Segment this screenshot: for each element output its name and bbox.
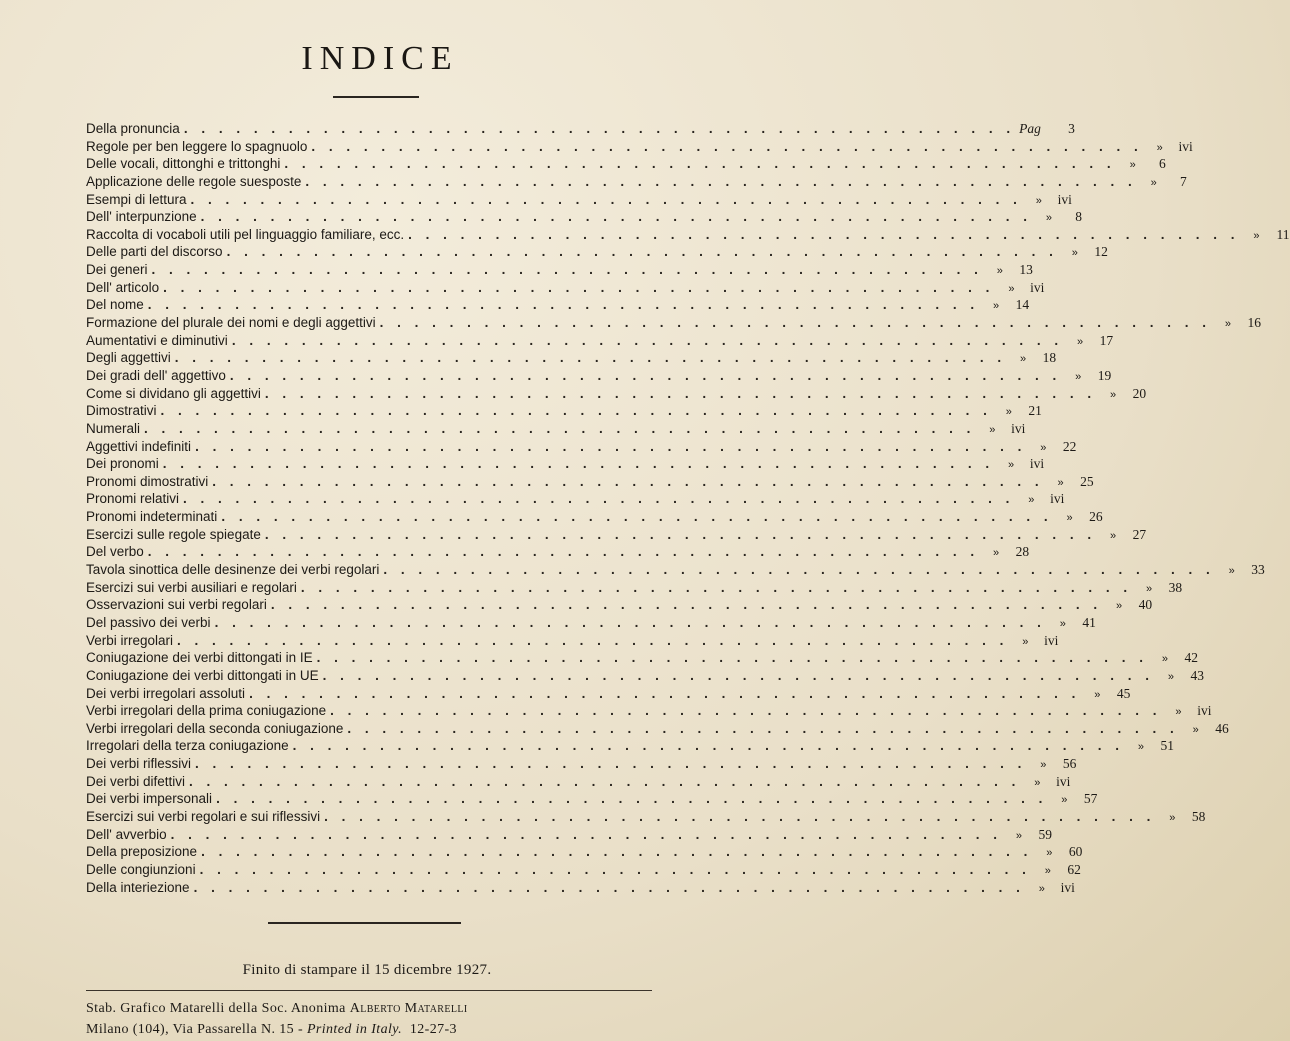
ditto-marker: » xyxy=(1094,688,1101,701)
dot-leader: . . . . . . . . . . . . . . . . . . . . . . . . . . . . . . . . . . . . . . . . . . . . . . . . xyxy=(183,121,1016,136)
toc-entry-page: ivi xyxy=(1178,138,1193,154)
toc-entry xyxy=(86,737,1174,755)
toc-entry-label: Dimostrativi xyxy=(86,403,157,419)
ditto-marker: » xyxy=(1167,670,1174,683)
toc-entry-page: ivi xyxy=(1030,279,1045,295)
toc-entry-label: Verbi irregolari della seconda coniugazione xyxy=(86,720,344,736)
ditto-marker: » xyxy=(1040,441,1047,454)
ditto-marker: » xyxy=(1156,141,1163,154)
toc-entry-label: Dei verbi irregolari assoluti xyxy=(86,685,246,701)
toc-entry-label: Coniugazione dei verbi dittongati in IE xyxy=(86,650,313,666)
toc-entry-page: 27 xyxy=(1132,526,1147,542)
toc-entry xyxy=(86,861,1081,879)
toc-entry-label: Del passivo dei verbi xyxy=(86,614,211,630)
toc-entry-label: Come si dividano gli aggettivi xyxy=(86,385,261,401)
toc-entry-label: Osservazioni sui verbi regolari xyxy=(86,597,267,613)
dot-leader: . . . . . . . . . . . . . . . . . . . . . . . . . . . . . . . . . . . . . . . . . . . . . . . . xyxy=(193,879,1025,895)
dot-leader: . . . . . . . . . . . . . . . . . . . . . . . . . . . . . . . . . . . . . . . . . . . . . . . . xyxy=(322,667,1154,683)
toc-entry-label: Aumentativi e diminutivi xyxy=(86,332,228,348)
ditto-marker: » xyxy=(1169,811,1176,824)
printer-imprint xyxy=(86,998,656,1040)
page-prefix: Pag xyxy=(1019,121,1041,136)
dot-leader: . . . . . . . . . . . . . . . . . . . . . . . . . . . . . . . . . . . . . . . . . . . . . . . . xyxy=(147,544,980,560)
ditto-marker: » xyxy=(989,423,996,436)
toc-entry xyxy=(86,173,1187,191)
footer-rule xyxy=(86,990,652,991)
dot-leader: . . . . . . . . . . . . . . . . . . . . . . . . . . . . . . . . . . . . . . . . . . . . . . . . xyxy=(264,385,1097,401)
toc-entry xyxy=(86,367,1112,385)
dot-leader: . . . . . . . . . . . . . . . . . . . . . . . . . . . . . . . . . . . . . . . . . . . . . . . . xyxy=(311,138,1143,154)
toc-entry xyxy=(86,667,1204,685)
dot-leader: . . . . . . . . . . . . . . . . . . . . . . . . . . . . . . . . . . . . . . . . . . . . . . . . xyxy=(316,650,1148,666)
toc-entry-label: Pronomi relativi xyxy=(86,491,180,507)
ditto-marker: » xyxy=(1161,653,1168,666)
toc-entry-label: Esercizi sulle regole spiegate xyxy=(86,526,261,542)
toc-entry xyxy=(86,420,1026,438)
dot-leader: . . . . . . . . . . . . . . . . . . . . . . . . . . . . . . . . . . . . . . . . . . . . . . . . xyxy=(229,367,1062,383)
toc-entry xyxy=(86,596,1153,614)
toc-entry-label: Coniugazione dei verbi dittongati in UE xyxy=(86,667,319,683)
toc-entry xyxy=(86,561,1265,579)
dot-leader: . . . . . . . . . . . . . . . . . . . . . . . . . . . . . . . . . . . . . . . . . . . . . . . . xyxy=(144,420,976,436)
toc-entry-label: Delle vocali, dittonghi e trittonghi xyxy=(86,156,281,172)
ditto-marker: » xyxy=(1044,864,1051,877)
ditto-marker: » xyxy=(1110,529,1117,542)
toc-entry xyxy=(86,826,1052,844)
dot-leader: . . . . . . . . . . . . . . . . . . . . . . . . . . . . . . . . . . . . . . . . . . . . . . . . xyxy=(231,332,1064,348)
toc-entry xyxy=(86,349,1057,367)
toc-entry xyxy=(86,138,1193,156)
dot-leader: . . . . . . . . . . . . . . . . . . . . . . . . . . . . . . . . . . . . . . . . . . . . . . . . xyxy=(201,844,1033,860)
toc-entry-page: 19 xyxy=(1097,367,1112,383)
toc-entry-page: 43 xyxy=(1190,667,1204,683)
ditto-marker: » xyxy=(1071,247,1078,260)
dot-leader: . . . . . . . . . . . . . . . . . . . . . . . . . . . . . . . . . . . . . . . . . . . . . . . . xyxy=(347,720,1179,736)
dot-leader: . . . . . . . . . . . . . . . . . . . . . . . . . . . . . . . . . . . . . . . . . . . . . . . . xyxy=(195,438,1027,454)
toc-entry-label: Pronomi dimostrativi xyxy=(86,473,209,489)
toc-entry-label: Esercizi sui verbi regolari e sui riflessivi xyxy=(86,808,321,824)
imprint-address: Milano (104), Via Passarella N. 15 - xyxy=(86,1022,307,1037)
dot-leader: . . . . . . . . . . . . . . . . . . . . . . . . . . . . . . . . . . . . . . . . . . . . . . . . xyxy=(212,473,1044,489)
ditto-marker: » xyxy=(1077,335,1084,348)
dot-leader: . . . . . . . . . . . . . . . . . . . . . . . . . . . . . . . . . . . . . . . . . . . . . . . . xyxy=(160,403,992,419)
toc-entry-label: Delle congiunzioni xyxy=(86,861,196,877)
toc-entry-label: Raccolta di vocaboli utili pel linguaggio familiare, ecc. xyxy=(86,226,405,242)
dot-leader: . . . . . . . . . . . . . . . . . . . . . . . . . . . . . . . . . . . . . . . . . . . . . . . . xyxy=(379,315,1211,331)
ditto-marker: » xyxy=(1192,723,1199,736)
ditto-marker: » xyxy=(1129,159,1136,172)
toc-entry-page: 57 xyxy=(1083,791,1098,807)
toc-entry-page: 8 xyxy=(1075,209,1082,225)
dot-leader: . . . . . . . . . . . . . . . . . . . . . . . . . . . . . . . . . . . . . . . . . . . . . . . . xyxy=(200,209,1032,225)
dot-leader: . . . . . . . . . . . . . . . . . . . . . . . . . . . . . . . . . . . . . . . . . . . . . . . . xyxy=(383,562,1215,578)
toc-entry-page: 17 xyxy=(1099,332,1114,348)
dot-leader: . . . . . . . . . . . . . . . . . . . . . . . . . . . . . . . . . . . . . . . . . . . . . . . . xyxy=(226,244,1058,260)
toc-entry xyxy=(86,402,1042,420)
toc-entry-page: 56 xyxy=(1062,756,1077,772)
toc-entry-page: 11 xyxy=(1276,226,1290,242)
toc-entry xyxy=(86,755,1077,773)
colophon-text: Finito di stampare il 15 dicembre 1927. xyxy=(242,962,492,978)
dot-leader: . . . . . . . . . . . . . . . . . . . . . . . . . . . . . . . . . . . . . . . . . . . . . . . . xyxy=(221,509,1053,525)
toc-entry-label: Tavola sinottica delle desinenze dei verbi regolari xyxy=(86,562,380,578)
ditto-marker: » xyxy=(1175,706,1182,719)
toc-entry xyxy=(86,332,1114,350)
ditto-marker: » xyxy=(1046,847,1053,860)
toc-entry xyxy=(86,455,1045,473)
toc-entry-page: 26 xyxy=(1089,509,1103,525)
dot-leader: . . . . . . . . . . . . . . . . . . . . . . . . . . . . . . . . . . . . . . . . . . . . . . . . xyxy=(330,703,1162,719)
toc-entry xyxy=(86,473,1094,491)
toc-entry-page: 62 xyxy=(1067,861,1081,877)
toc-entry xyxy=(86,508,1103,526)
toc-entry-page: 13 xyxy=(1019,262,1033,278)
toc-entry-label: Della preposizione xyxy=(86,844,198,860)
dot-leader: . . . . . . . . . . . . . . . . . . . . . . . . . . . . . . . . . . . . . . . . . . . . . . . . xyxy=(408,226,1240,242)
dot-leader: . . . . . . . . . . . . . . . . . . . . . . . . . . . . . . . . . . . . . . . . . . . . . . . . xyxy=(199,861,1031,877)
toc-entry-page: 42 xyxy=(1184,650,1198,666)
toc-entry-label: Numerali xyxy=(86,420,141,436)
dot-leader: . . . . . . . . . . . . . . . . . . . . . . . . . . . . . . . . . . . . . . . . . . . . . . . . xyxy=(195,756,1027,772)
ditto-marker: » xyxy=(1224,318,1231,331)
toc-entry xyxy=(86,773,1071,791)
toc-entry-label: Verbi irregolari xyxy=(86,632,174,648)
toc-entry-page: ivi xyxy=(1197,703,1212,719)
toc-entry xyxy=(86,314,1261,332)
dot-leader: . . . . . . . . . . . . . . . . . . . . . . . . . . . . . . . . . . . . . . . . . . . . . . . . xyxy=(163,279,995,295)
dot-leader: . . . . . . . . . . . . . . . . . . . . . . . . . . . . . . . . . . . . . . . . . . . . . . . . xyxy=(151,262,983,278)
toc-entry-page: 41 xyxy=(1082,614,1096,630)
dot-leader: . . . . . . . . . . . . . . . . . . . . . . . . . . . . . . . . . . . . . . . . . . . . . . . . xyxy=(284,156,1116,172)
toc-entry xyxy=(86,879,1075,897)
toc-entry xyxy=(86,526,1147,544)
toc-entry xyxy=(86,155,1166,173)
toc-entry xyxy=(86,279,1045,297)
toc-entry-page: ivi xyxy=(1044,632,1059,648)
dot-leader: . . . . . . . . . . . . . . . . . . . . . . . . . . . . . . . . . . . . . . . . . . . . . . . . xyxy=(174,350,1007,366)
dot-leader: . . . . . . . . . . . . . . . . . . . . . . . . . . . . . . . . . . . . . . . . . . . . . . . . xyxy=(249,685,1081,701)
toc-entry-page: 60 xyxy=(1068,844,1083,860)
dot-leader: . . . . . . . . . . . . . . . . . . . . . . . . . . . . . . . . . . . . . . . . . . . . . . . . xyxy=(264,526,1097,542)
toc-entry-page: 18 xyxy=(1042,350,1057,366)
toc-entry-label: Dei generi xyxy=(86,262,148,278)
dot-leader: . . . . . . . . . . . . . . . . . . . . . . . . . . . . . . . . . . . . . . . . . . . . . . . . xyxy=(162,456,995,472)
toc-entry-label: Dei pronomi xyxy=(86,456,159,472)
toc-entry xyxy=(86,490,1065,508)
dot-leader: . . . . . . . . . . . . . . . . . . . . . . . . . . . . . . . . . . . . . . . . . . . . . . . . xyxy=(147,297,980,313)
toc-entry xyxy=(86,438,1077,456)
toc-entry-label: Delle parti del discorso xyxy=(86,244,223,260)
ditto-marker: » xyxy=(992,300,1000,313)
ditto-marker: » xyxy=(1116,600,1123,613)
toc-entry-label: Dell' articolo xyxy=(86,279,160,295)
toc-entry-page: 12 xyxy=(1094,244,1108,260)
dot-leader: . . . . . . . . . . . . . . . . . . . . . . . . . . . . . . . . . . . . . . . . . . . . . . . . xyxy=(170,826,1002,842)
toc-entry-page: 38 xyxy=(1168,579,1183,595)
toc-entry-label: Dei verbi riflessivi xyxy=(86,756,192,772)
toc-entry-page: 25 xyxy=(1080,473,1094,489)
dot-leader: . . . . . . . . . . . . . . . . . . . . . . . . . . . . . . . . . . . . . . . . . . . . . . . . xyxy=(324,808,1156,824)
title-rule xyxy=(333,96,419,98)
toc-entry xyxy=(86,385,1147,403)
toc-entry-page: 20 xyxy=(1132,385,1147,401)
toc-end-rule xyxy=(268,922,461,924)
ditto-marker: » xyxy=(1146,582,1153,595)
toc-entry-label: Dell' interpunzione xyxy=(86,209,197,225)
ditto-marker: » xyxy=(1040,759,1047,772)
toc-entry-label: Regole per ben leggere lo spagnuolo xyxy=(86,138,308,154)
toc-entry-page: 3 xyxy=(1068,121,1075,136)
toc-entry xyxy=(86,120,1075,138)
ditto-marker: » xyxy=(1005,406,1012,419)
toc-entry-page: 40 xyxy=(1138,597,1153,613)
dot-leader: . . . . . . . . . . . . . . . . . . . . . . . . . . . . . . . . . . . . . . . . . . . . . . . . xyxy=(190,191,1022,207)
toc-entry-page: 7 xyxy=(1179,173,1187,189)
dot-leader: . . . . . . . . . . . . . . . . . . . . . . . . . . . . . . . . . . . . . . . . . . . . . . . . xyxy=(216,791,1048,807)
toc-entry-label: Dei verbi difettivi xyxy=(86,773,186,789)
toc-entry xyxy=(86,296,1030,314)
imprint-printed-in: Printed in Italy. xyxy=(306,1022,403,1037)
ditto-marker: » xyxy=(1022,635,1029,648)
toc-entry xyxy=(86,579,1183,597)
toc-entry-page: 46 xyxy=(1215,720,1229,736)
toc-entry-page: 51 xyxy=(1160,738,1174,754)
ditto-marker: » xyxy=(1066,512,1073,525)
ditto-marker: » xyxy=(1034,776,1041,789)
ditto-marker: » xyxy=(1150,176,1157,189)
toc-entry xyxy=(86,808,1206,826)
toc-entry xyxy=(86,191,1072,209)
dot-leader: . . . . . . . . . . . . . . . . . . . . . . . . . . . . . . . . . . . . . . . . . . . . . . . . xyxy=(305,173,1137,189)
imprint-code: 12-27-3 xyxy=(409,1022,457,1037)
toc-entry-label: Dell' avverbio xyxy=(86,826,167,842)
toc-entry-label: Del nome xyxy=(86,297,144,313)
toc-entry-page: ivi xyxy=(1057,191,1072,207)
toc-entry-label: Degli aggettivi xyxy=(86,350,171,366)
toc-entry-label: Esempi di lettura xyxy=(86,191,187,207)
toc-entry xyxy=(86,226,1290,244)
toc-entry xyxy=(86,685,1131,703)
imprint-line-1 xyxy=(86,998,656,1019)
toc-entry-page: ivi xyxy=(1011,420,1026,436)
toc-entry-label: Pronomi indeterminati xyxy=(86,509,218,525)
ditto-marker: » xyxy=(1015,829,1022,842)
ditto-marker: » xyxy=(1061,794,1068,807)
toc-entry-label: Della interiezione xyxy=(86,879,190,895)
dot-leader: . . . . . . . . . . . . . . . . . . . . . . . . . . . . . . . . . . . . . . . . . . . . . . . . xyxy=(292,738,1124,754)
toc-entry xyxy=(86,632,1059,650)
toc-entry-label: Esercizi sui verbi ausiliari e regolari xyxy=(86,579,297,595)
toc-entry-page: 58 xyxy=(1191,808,1206,824)
toc-entry xyxy=(86,243,1108,261)
toc-entry xyxy=(86,614,1096,632)
ditto-marker: » xyxy=(996,265,1003,278)
page-title: INDICE xyxy=(301,40,459,77)
toc-entry xyxy=(86,543,1030,561)
ditto-marker: » xyxy=(1038,882,1045,895)
imprint-owner-name: Alberto Matarelli xyxy=(349,1001,468,1016)
toc-entry xyxy=(86,720,1229,738)
ditto-marker: » xyxy=(1035,194,1042,207)
toc-entry-page: 16 xyxy=(1247,315,1261,331)
toc-entry-page: 33 xyxy=(1251,562,1265,578)
toc-entry-label: Applicazione delle regole suesposte xyxy=(86,173,302,189)
toc-entry xyxy=(86,843,1083,861)
toc-entry-page: 22 xyxy=(1062,438,1077,454)
ditto-marker: » xyxy=(1057,476,1064,489)
toc-entry-label: Della pronuncia xyxy=(86,121,180,136)
ditto-marker: » xyxy=(1075,370,1082,383)
dot-leader: . . . . . . . . . . . . . . . . . . . . . . . . . . . . . . . . . . . . . . . . . . . . . . . . xyxy=(270,597,1103,613)
toc-entry-page: ivi xyxy=(1056,773,1071,789)
toc-entry xyxy=(86,208,1082,226)
ditto-marker: » xyxy=(1045,212,1052,225)
ditto-marker: » xyxy=(1028,494,1035,507)
toc-entry-page: ivi xyxy=(1029,456,1045,472)
toc-entry-label: Dei verbi impersonali xyxy=(86,791,213,807)
ditto-marker: » xyxy=(1059,617,1066,630)
toc-list xyxy=(86,120,1290,896)
ditto-marker: » xyxy=(1007,459,1015,472)
dot-leader: . . . . . . . . . . . . . . . . . . . . . . . . . . . . . . . . . . . . . . . . . . . . . . . . xyxy=(214,614,1046,630)
ditto-marker: » xyxy=(1020,353,1027,366)
toc-entry xyxy=(86,261,1033,279)
toc-entry-page: 21 xyxy=(1028,403,1042,419)
dot-leader: . . . . . . . . . . . . . . . . . . . . . . . . . . . . . . . . . . . . . . . . . . . . . . . . xyxy=(189,773,1021,789)
ditto-marker: » xyxy=(1228,565,1235,578)
toc-entry-page: 45 xyxy=(1116,685,1131,701)
toc-entry-page: ivi xyxy=(1050,491,1065,507)
toc-entry-page: 14 xyxy=(1015,297,1030,313)
toc-entry xyxy=(86,702,1212,720)
toc-entry-label: Verbi irregolari della prima coniugazione xyxy=(86,703,327,719)
toc-entry-label: Aggettivi indefiniti xyxy=(86,438,192,454)
ditto-marker: » xyxy=(1110,388,1117,401)
ditto-marker: » xyxy=(992,547,1000,560)
toc-entry-page: 59 xyxy=(1038,826,1052,842)
dot-leader: . . . . . . . . . . . . . . . . . . . . . . . . . . . . . . . . . . . . . . . . . . . . . . . . xyxy=(300,579,1133,595)
imprint-line-2 xyxy=(86,1019,656,1040)
toc-entry-label: Irregolari della terza coniugazione xyxy=(86,738,289,754)
toc-entry-page: ivi xyxy=(1060,879,1075,895)
ditto-marker: » xyxy=(1137,741,1144,754)
imprint-publisher: Stab. Grafico Matarelli della Soc. Anonima xyxy=(86,1001,350,1016)
toc-entry-label: Dei gradi dell' aggettivo xyxy=(86,367,226,383)
dot-leader: . . . . . . . . . . . . . . . . . . . . . . . . . . . . . . . . . . . . . . . . . . . . . . . . xyxy=(177,632,1009,648)
ditto-marker: » xyxy=(1008,282,1015,295)
dot-leader: . . . . . . . . . . . . . . . . . . . . . . . . . . . . . . . . . . . . . . . . . . . . . . . . xyxy=(183,491,1015,507)
toc-entry xyxy=(86,790,1098,808)
toc-entry-page: 28 xyxy=(1015,544,1030,560)
toc-entry-label: Del verbo xyxy=(86,544,144,560)
ditto-marker: » xyxy=(1253,229,1260,242)
toc-entry-label: Formazione del plurale dei nomi e degli aggettivi xyxy=(86,315,376,331)
toc-entry xyxy=(86,649,1198,667)
toc-entry-page: 6 xyxy=(1158,156,1166,172)
